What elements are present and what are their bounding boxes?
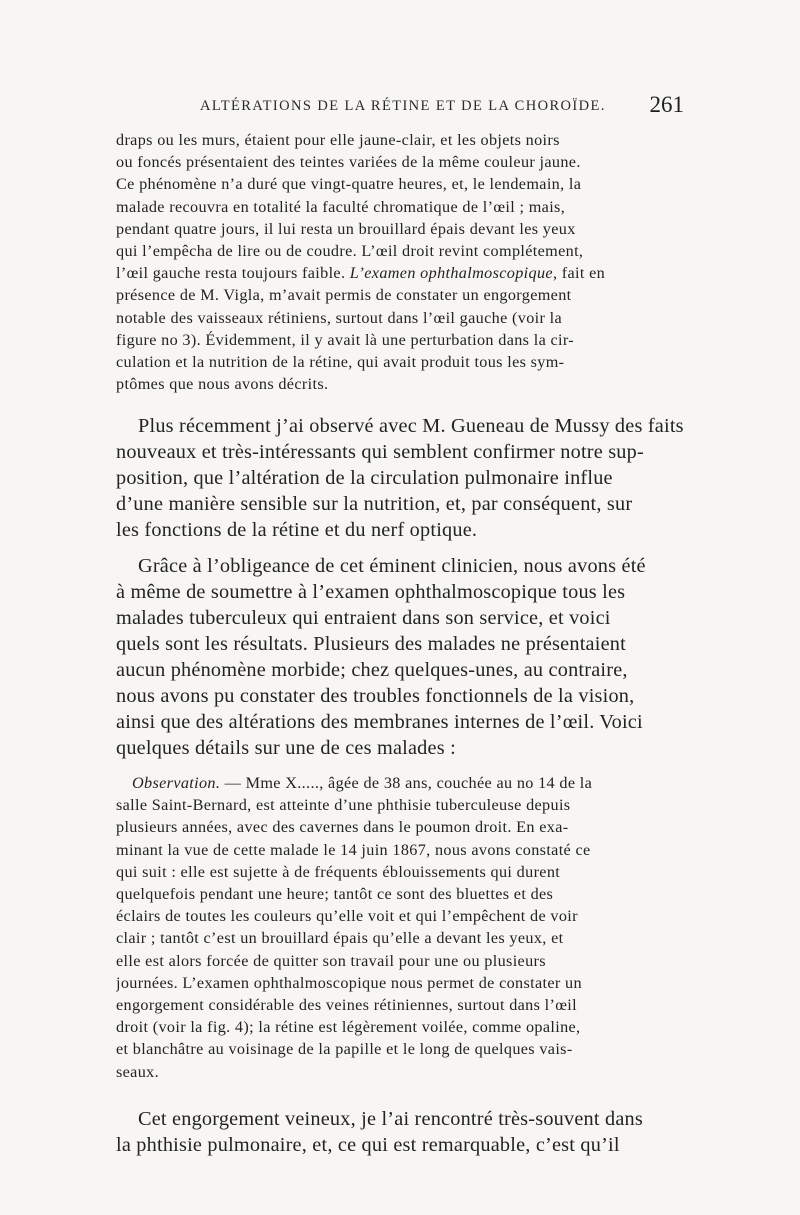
text-line-end: , fait en [552, 264, 606, 283]
text-line: droit (voir la fig. 4); la rétine est légèrement voilée, comme opaline, [116, 1018, 581, 1037]
text-line: ptômes que nous avons décrits. [116, 375, 329, 394]
text-line-end: — Mme X....., âgée de 38 ans, couchée au no 14 de la [220, 774, 593, 792]
running-head: ALTÉRATIONS DE LA RÉTINE ET DE LA CHOROÏDE. [200, 98, 606, 114]
text-line: nous avons pu constater des troubles fonctionnels de la vision, [116, 685, 635, 707]
paragraph-body [116, 553, 688, 761]
text-line: culation et la nutrition de la rétine, qui avait produit tous les sym- [116, 353, 565, 372]
text-line: journées. L’examen ophthalmoscopique nous permet de constater un [116, 973, 582, 992]
italic-term: L’examen ophthalmoscopique [349, 264, 553, 283]
text-line: engorgement considérable des veines rétiniennes, surtout dans l’œil [116, 996, 577, 1015]
text-line: salle Saint-Bernard, est atteinte d’une phthisie tuberculeuse depuis [116, 796, 571, 815]
paragraph-body [116, 413, 688, 543]
text-line: minant la vue de cette malade le 14 juin 1867, nous avons constaté ce [116, 840, 591, 859]
text-line: malade recouvra en totalité la faculté chromatique de l’œil ; mais, [116, 197, 566, 216]
text-line: plusieurs années, avec des cavernes dans le poumon droit. En exa- [116, 818, 569, 837]
text-line: position, que l’altération de la circulation pulmonaire influe [116, 467, 613, 489]
observation-paragraph [116, 772, 688, 1083]
text-line: figure no 3). Évidemment, il y avait là une perturbation dans la cir- [116, 330, 575, 349]
text-line: la phthisie pulmonaire, et, ce qui est remarquable, c’est qu’il [116, 1134, 620, 1156]
text-line: quelques détails sur une de ces malades : [116, 737, 456, 759]
page-header [116, 92, 686, 122]
text-line: éclairs de toutes les couleurs qu’elle voit et qui l’empêchent de voir [116, 907, 578, 926]
text-line: pendant quatre jours, il lui resta un brouillard épais devant les yeux [116, 219, 576, 238]
text-line: nouveaux et très-intéressants qui semblent confirmer notre sup- [116, 441, 644, 463]
text-line: clair ; tantôt c’est un brouillard épais qu’elle a devant les yeux, et [116, 929, 564, 948]
text-line: quels sont les résultats. Plusieurs des malades ne présentaient [116, 633, 626, 655]
text-line: Grâce à l’obligeance de cet éminent clinicien, nous avons été [138, 555, 646, 577]
text-line [116, 772, 688, 794]
text-line: malades tuberculeux qui entraient dans son service, et voici [116, 607, 611, 629]
text-line: qui l’empêcha de lire ou de coudre. L’œil droit revint complétement, [116, 242, 584, 261]
text-line: elle est alors forcée de quitter son travail pour une ou plusieurs [116, 951, 546, 970]
text-line: notable des vaisseaux rétiniens, surtout dans l’œil gauche (voir la [116, 308, 563, 327]
page-number: 261 [649, 92, 684, 117]
text-line-start: l’œil gauche resta toujours faible. [116, 264, 346, 283]
text-line: qui suit : elle est sujette à de fréquents éblouissements qui durent [116, 862, 561, 881]
text-line: Ce phénomène n’a duré que vingt-quatre heures, et, le lendemain, la [116, 175, 582, 194]
text-line: Cet engorgement veineux, je l’ai rencontré très-souvent dans [138, 1108, 643, 1130]
paragraph-body [116, 1106, 688, 1158]
text-line: les fonctions de la rétine et du nerf optique. [116, 519, 478, 541]
text-line: présence de M. Vigla, m’avait permis de constater un engorgement [116, 286, 572, 305]
text-line: ou foncés présentaient des teintes variées de la même couleur jaune. [116, 153, 581, 172]
text-line: draps ou les murs, étaient pour elle jaune-clair, et les objets noirs [116, 131, 560, 149]
text-line: et blanchâtre au voisinage de la papille et le long de quelques vais- [116, 1040, 573, 1059]
text-line: d’une manière sensible sur la nutrition, et, par conséquent, sur [116, 493, 633, 515]
text-line: ainsi que des altérations des membranes internes de l’œil. Voici [116, 711, 643, 733]
paragraph-continuation [116, 129, 688, 395]
text-line: Plus récemment j’ai observé avec M. Gueneau de Mussy des faits [138, 415, 684, 437]
text-line [116, 262, 688, 284]
text-line: quelquefois pendant une heure; tantôt ce sont des bluettes et des [116, 885, 554, 904]
observation-label: Observation. [132, 774, 221, 792]
text-line: seaux. [116, 1062, 160, 1081]
text-line: à même de soumettre à l’examen ophthalmoscopique tous les [116, 581, 626, 603]
text-line: aucun phénomène morbide; chez quelques-unes, au contraire, [116, 659, 628, 681]
